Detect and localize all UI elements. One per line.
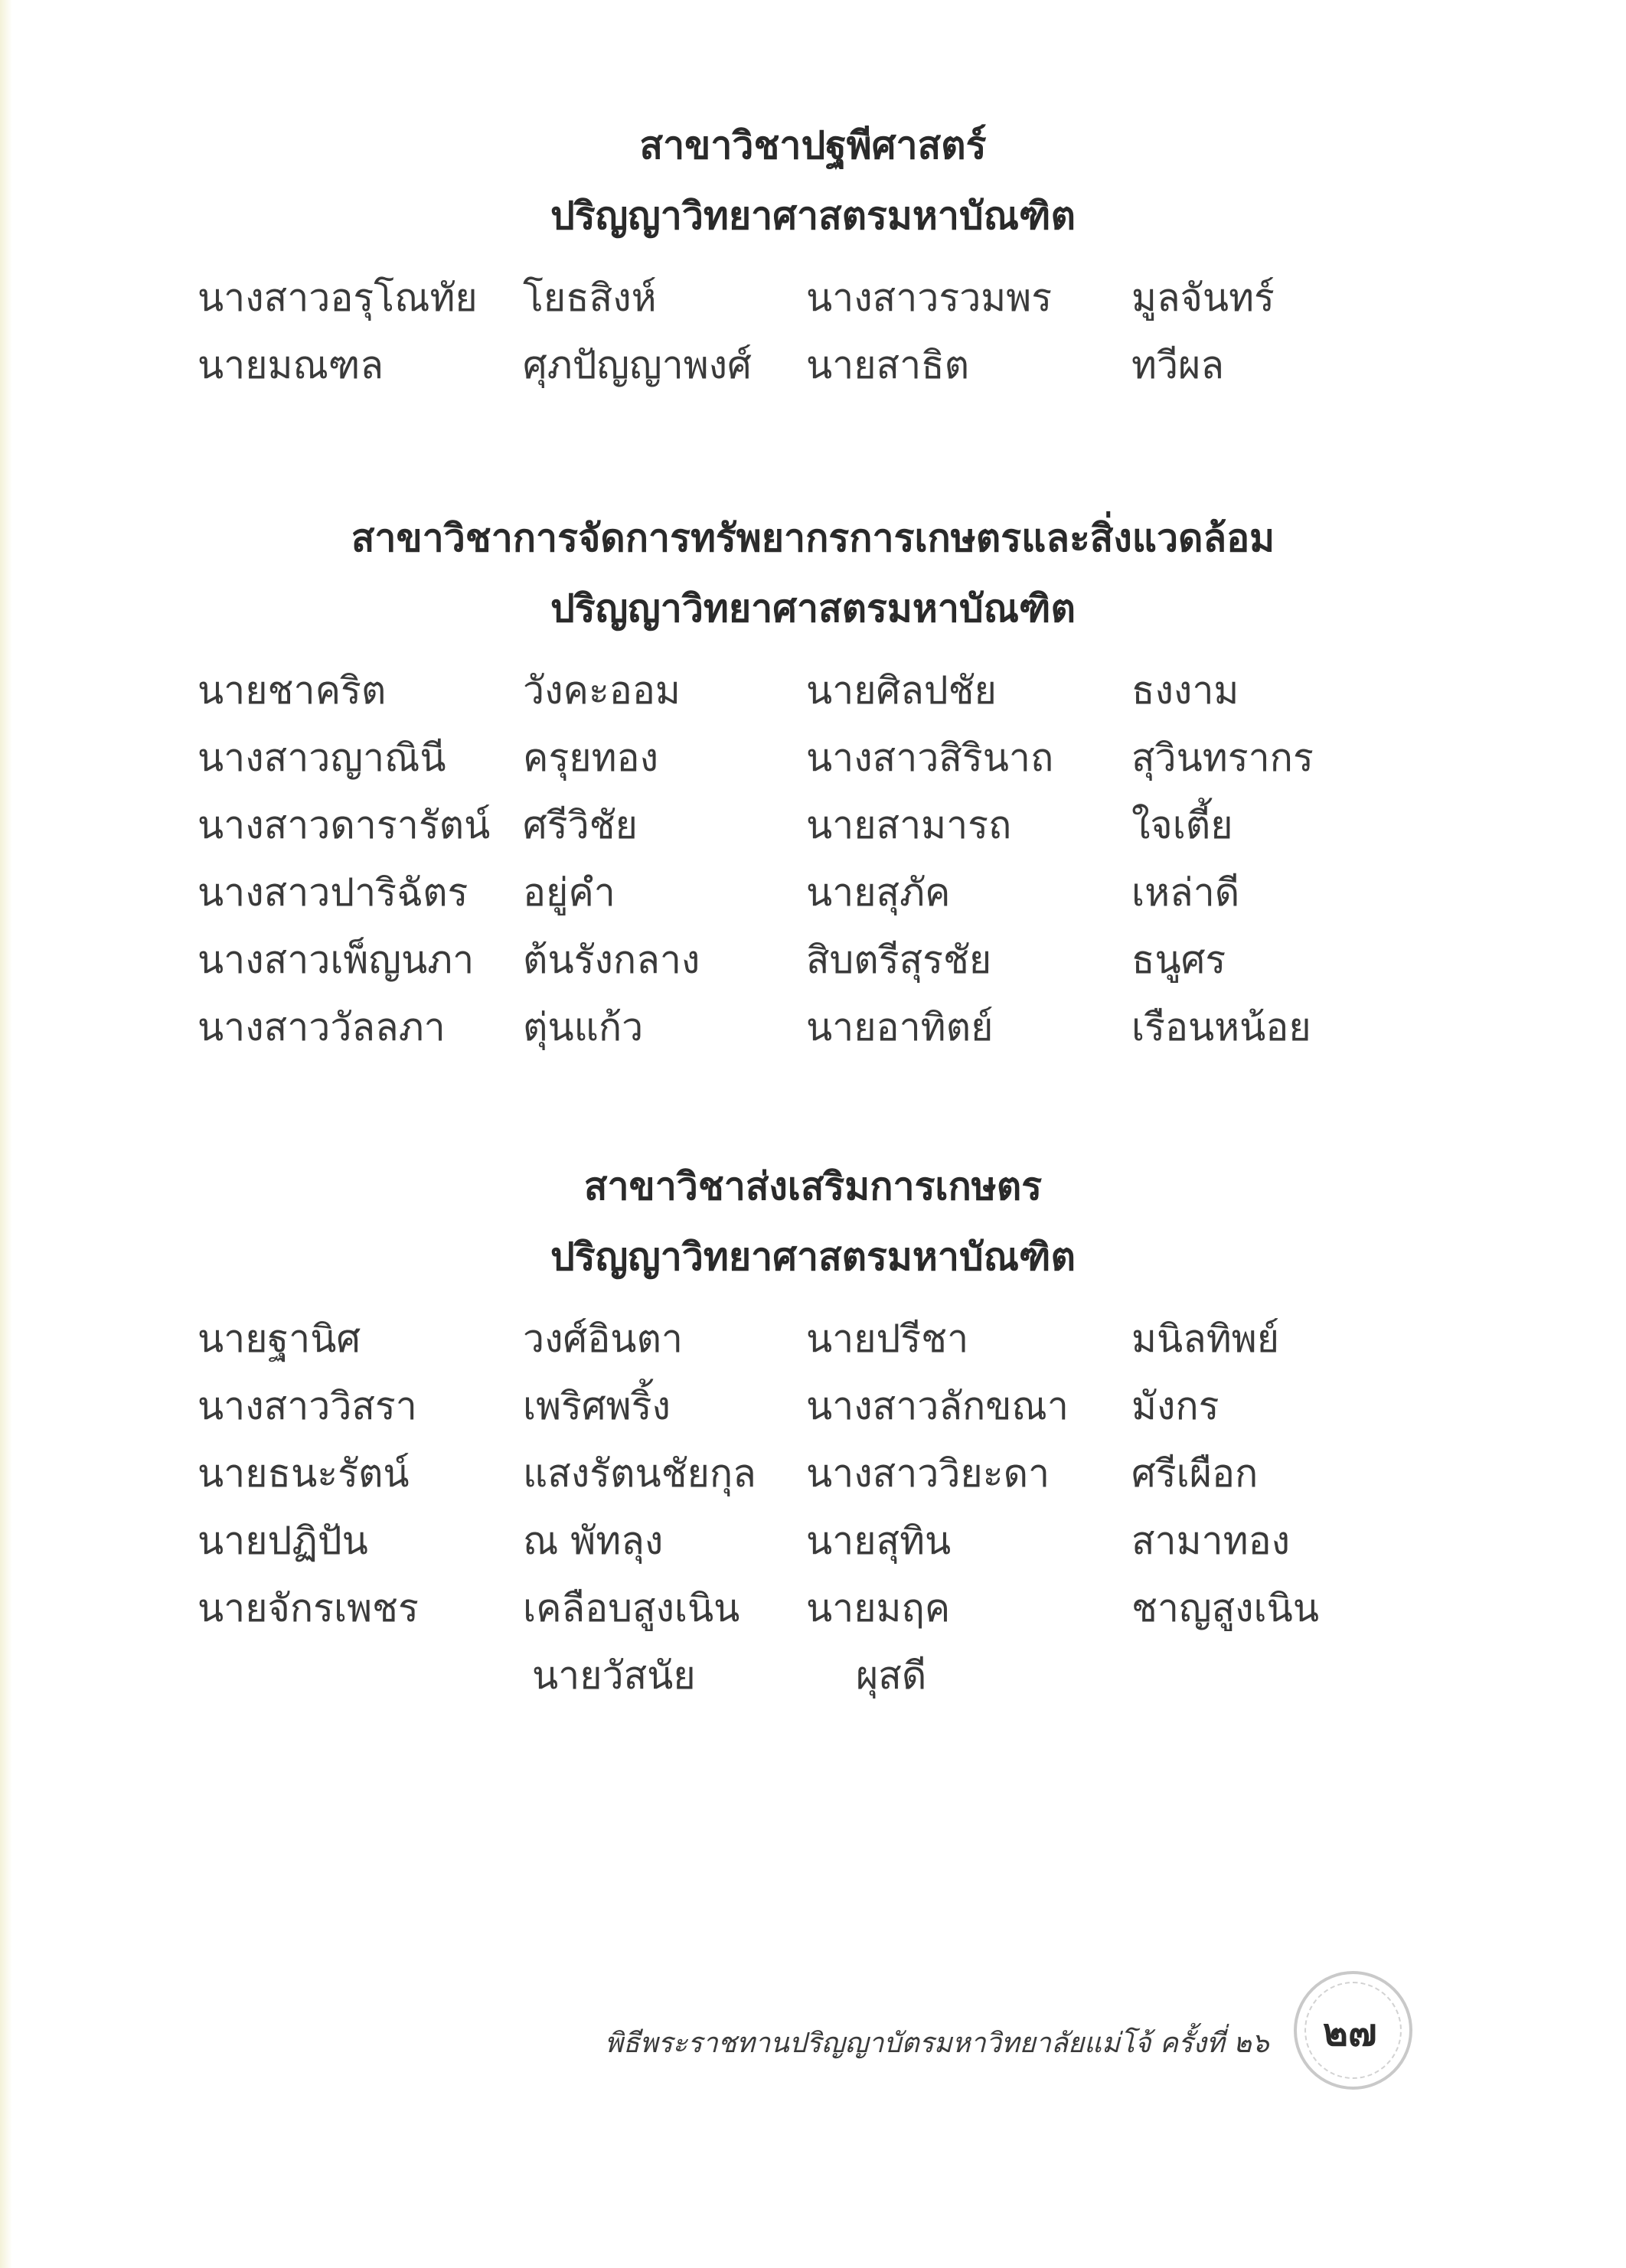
family-name: แสงรัตนชัยกุล xyxy=(523,1451,756,1496)
given-name: นายปฏิปัน xyxy=(198,1519,368,1563)
given-name: นายมฤค xyxy=(806,1586,951,1630)
family-name: ณ พัทลุง xyxy=(523,1519,664,1563)
given-name: นายอาทิตย์ xyxy=(806,1005,994,1049)
degree-title: ปริญญาวิทยาศาสตรมหาบัณฑิต xyxy=(550,586,1076,631)
given-name: นายชาคริต xyxy=(198,668,387,713)
family-name: มังกร xyxy=(1131,1384,1220,1428)
given-name: นางสาวอรุโณทัย xyxy=(198,276,478,320)
given-name: นายสุทิน xyxy=(806,1519,952,1563)
name-row xyxy=(0,331,1626,399)
given-name: นางสาววิยะดา xyxy=(806,1451,1050,1496)
name-row xyxy=(0,1372,1626,1440)
name-row-extra xyxy=(0,1642,1626,1709)
name-row xyxy=(0,1507,1626,1575)
given-name: นายวัสนัย xyxy=(532,1653,696,1698)
degree-title: ปริญญาวิทยาศาสตรมหาบัณฑิต xyxy=(550,1235,1076,1279)
given-name: นางสาวสิรินาถ xyxy=(806,736,1054,780)
family-name: ชาญสูงเนิน xyxy=(1131,1586,1319,1630)
family-name: ธงงาม xyxy=(1131,668,1239,713)
section-title: สาขาวิชาส่งเสริมการเกษตร xyxy=(583,1164,1043,1209)
family-name: ผุสดี xyxy=(856,1653,927,1698)
name-row xyxy=(0,926,1626,994)
family-name: ศรีวิชัย xyxy=(523,803,638,847)
family-name: สามาทอง xyxy=(1131,1519,1291,1563)
name-row xyxy=(0,264,1626,331)
given-name: สิบตรีสุรชัย xyxy=(806,938,992,982)
name-row xyxy=(0,1440,1626,1507)
name-row xyxy=(0,791,1626,859)
name-row xyxy=(0,724,1626,791)
family-name: วงศ์อินตา xyxy=(523,1317,683,1361)
given-name: นายสุภัค xyxy=(806,870,951,915)
name-row xyxy=(0,657,1626,724)
family-name: มูลจันทร์ xyxy=(1131,276,1275,320)
given-name: นายธนะรัตน์ xyxy=(198,1451,410,1496)
family-name: ครุยทอง xyxy=(523,736,659,780)
family-name: ใจเตี้ย xyxy=(1131,803,1233,847)
section-title: สาขาวิชาการจัดการทรัพยากรการเกษตรและสิ่งแวดล้อม xyxy=(351,516,1275,560)
section-agri-extension xyxy=(0,1151,1626,1292)
section-soil-science xyxy=(0,110,1626,251)
page-number: ๒๗ xyxy=(1323,2009,1377,2054)
given-name: นางสาวปาริฉัตร xyxy=(198,870,469,915)
name-row xyxy=(0,1305,1626,1372)
ceremony-footer: พิธีพระราชทานปริญญาบัตรมหาวิทยาลัยแม่โจ้ ครั้งที่ ๒๖ xyxy=(605,2028,1269,2059)
family-name: เพริศพริ้ง xyxy=(523,1384,671,1428)
given-name: นางสาวดารารัตน์ xyxy=(198,803,491,847)
family-name: อยู่คำ xyxy=(523,870,615,915)
given-name: นางสาวรวมพร xyxy=(806,276,1053,320)
family-name: วังคะออม xyxy=(523,668,681,713)
family-name: ศรีเผือก xyxy=(1131,1451,1259,1496)
given-name: นายมณฑล xyxy=(198,343,384,387)
given-name: นายสาธิต xyxy=(806,343,970,387)
family-name: โยธสิงห์ xyxy=(523,276,657,320)
name-row xyxy=(0,994,1626,1061)
family-name: ศุภปัญญาพงศ์ xyxy=(523,343,752,387)
name-row xyxy=(0,859,1626,926)
given-name: นางสาวญาณินี xyxy=(198,736,446,780)
section-agri-resource-management xyxy=(0,503,1626,644)
given-name: นายฐานิศ xyxy=(198,1317,361,1361)
given-name: นางสาววัลลภา xyxy=(198,1005,446,1049)
family-name: ตุ่นแก้ว xyxy=(523,1005,644,1049)
given-name: นายจักรเพชร xyxy=(198,1586,419,1630)
degree-title: ปริญญาวิทยาศาสตรมหาบัณฑิต xyxy=(550,194,1076,238)
given-name: นายปรีชา xyxy=(806,1317,969,1361)
family-name: เหล่าดี xyxy=(1131,870,1240,915)
family-name: มนิลทิพย์ xyxy=(1131,1317,1279,1361)
family-name: ทวีผล xyxy=(1131,343,1224,387)
given-name: นายสามารถ xyxy=(806,803,1012,847)
name-row xyxy=(0,1575,1626,1642)
family-name: เรือนหน้อย xyxy=(1131,1005,1311,1049)
given-name: นางสาววิสรา xyxy=(198,1384,417,1428)
given-name: นางสาวลักขณา xyxy=(806,1384,1069,1428)
given-name: นางสาวเพ็ญนภา xyxy=(198,938,475,982)
section-title: สาขาวิชาปฐพีศาสตร์ xyxy=(639,123,987,168)
given-name: นายศิลปชัย xyxy=(806,668,997,713)
family-name: สุวินทรากร xyxy=(1131,736,1314,780)
family-name: ธนูศร xyxy=(1131,938,1226,982)
family-name: เคลือบสูงเนิน xyxy=(523,1586,740,1630)
family-name: ต้นรังกลาง xyxy=(523,938,700,982)
